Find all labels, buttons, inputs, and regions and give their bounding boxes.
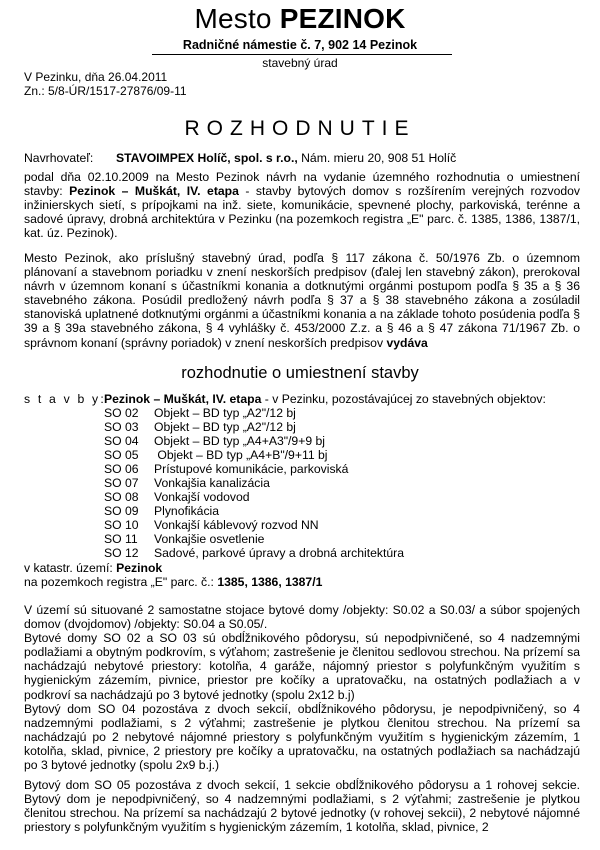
object-code: SO 09 — [104, 504, 139, 519]
object-code: SO 10 — [104, 518, 139, 533]
cadastre-line — [24, 561, 322, 575]
object-name: Objekt – BD typ „A4+A3"/9+9 bj — [154, 434, 325, 449]
document-title: ROZHODNUTIE — [184, 117, 416, 140]
object-code: SO 02 — [104, 406, 139, 420]
applicant-address: Nám. mieru 20, 908 51 Holíč — [301, 151, 457, 165]
object-code: SO 04 — [104, 434, 139, 449]
stavby-heading — [104, 392, 584, 406]
list-item — [104, 406, 404, 420]
project-name: Pezinok – Muškát, IV. etapa — [69, 184, 239, 199]
applicant-label: Navrhovateľ: — [24, 151, 94, 165]
cadastre-value: Pezinok — [116, 561, 163, 575]
list-item — [104, 504, 404, 518]
cadastre-block — [24, 561, 322, 589]
object-name: Objekt – BD typ „A2"/12 bj — [154, 420, 296, 435]
object-code: SO 06 — [104, 462, 139, 477]
objects-list — [104, 406, 404, 561]
cadastre-label: v katastr. území: — [24, 561, 113, 575]
object-name: Sadové, parkové úpravy a drobná architektúra — [154, 546, 404, 561]
authority-paragraph — [24, 251, 580, 350]
place-date: V Pezinku, dňa 26.04.2011 — [24, 70, 168, 84]
proposal-paragraph — [24, 170, 580, 240]
object-name: Objekt – BD typ „A2"/12 bj — [154, 406, 296, 420]
list-item — [104, 476, 404, 490]
issues-word: vydáva — [386, 335, 428, 350]
applicant-line — [24, 151, 580, 165]
stavby-name: Pezinok – Muškát, IV. etapa — [104, 392, 262, 406]
applicant-name: STAVOIMPEX Holíč, spol. s r.o., — [116, 151, 298, 165]
object-name: Plynofikácia — [154, 504, 220, 519]
object-name: Vonkajšia kanalizácia — [154, 476, 270, 491]
object-code: SO 12 — [104, 546, 139, 561]
office-name: stavebný úrad — [262, 56, 338, 70]
stavby-label: s t a v b y: — [24, 392, 106, 406]
stavby-suffix: - v Pezinku, pozostávajúcej zo stavebných objektov: — [264, 392, 546, 406]
list-item — [104, 490, 404, 504]
letterhead-address: Radničné námestie č. 7, 902 14 Pezinok — [182, 38, 418, 52]
parcels-label: na pozemkoch registra „E" parc. č.: — [24, 575, 214, 590]
description-paragraph: V území sú situované 2 samostatne stojace bytové domy /objekty: S0.02 a S0.03/ a súbor spojených domov (dvojdomov) /objekty: S0.04 a S0.05/. — [24, 603, 580, 632]
object-code: SO 08 — [104, 490, 139, 505]
letterhead-title — [0, 2, 600, 36]
list-item — [104, 448, 404, 462]
proposal-text-end: - stavby bytových domov s rozšírením verejných rozvodov inžinierskych sietí, s prípojkami na inž. siete, komunikácie, spevnené plochy, parkoviská, terénne a sadové úpravy, drobná architektúra v Pezinku (na pozemkoch registra „E" parc. č. 1385, 1386, 1387/1, kat. úz. Pezinok). — [24, 184, 581, 241]
description-paragraph-so05: Bytový dom SO 05 pozostáva z dvoch sekcií, 1 sekcie obdĺžnikového pôdorysu a 1 rohovej sekcie. Bytový dom je nepodpivničený, so 4 nadzemnými podlažiami, s 2 výťahmi; zastrešenie je plytkou členitou strechou. Na prízemí sa nachádzajú 2 bytové jednotky (v rohovej sekcii), 2 nebytové nájomné priestory s polyfunkčným využitím s hygienickým zázemím, 1 kotolňa, sklad, pivnice, 2 — [24, 778, 580, 835]
object-code: SO 11 — [104, 532, 138, 547]
list-item — [104, 420, 404, 434]
letterhead-divider — [152, 54, 452, 55]
object-name: Vonkajší vodovod — [154, 490, 250, 505]
parcels-line — [24, 575, 322, 589]
description-block — [24, 603, 580, 772]
parcels-value: 1385, 1386, 1387/1 — [217, 575, 323, 590]
reference-number: Zn.: 5/8-ÚR/1517-27876/09-11 — [24, 84, 187, 98]
city-prefix: Mesto — [194, 3, 272, 34]
object-name: Objekt – BD typ „A4+B"/9+11 bj — [154, 448, 328, 463]
description-paragraph: Bytové domy SO 02 a SO 03 sú obdĺžnikového pôdorysu, sú nepodpivničené, so 4 nadzemnými podlažiami a obytným podkrovím, s výťahom; zastrešenie je členitou sedlovou strechou. Na prízemí sa nachádzajú nebytové priestory: kotolňa, 4 garáže, nájomný priestor s polyfunkčným využitím s hygienickým zázemím, pivnice, priestor pre kočíky a upratovačku, na ostatných podlažiach a v podkroví sa nachádzajú po 3 bytové jednotky (spolu 2x12 b.j) — [24, 631, 580, 702]
list-item — [104, 518, 404, 532]
object-code: SO 03 — [104, 420, 139, 435]
section-title: rozhodnutie o umiestnení stavby — [181, 364, 419, 382]
object-name: Vonkajšie osvetlenie — [154, 532, 265, 547]
document-meta — [24, 70, 187, 98]
authority-text: Mesto Pezinok, ako príslušný stavebný úrad, podľa § 117 zákona č. 50/1976 Zb. o územnom plánovaní a stavebnom poriadku v znení neskorších predpisov (ďalej len stavebný zákon), prerokoval návrh v územnom konaní s účastníkmi konania a dotknutými orgánmi postupom podľa § 35 a § 36 stavebného zákona. Posúdil predložený návrh podľa § 37 a § 38 stavebného zákona a zosúladil stanoviská uplatnené dotknutými orgánmi a účastníkmi konania a na základe tohoto posúdenia podľa § 39 a § 39a stavebného zákona, § 4 vyhlášky č. 453/2000 Z.z. a § 46 a § 47 zákona 71/1967 Zb. o správnom konaní (správny poriadok) v znení neskorších predpisov — [24, 251, 580, 350]
list-item — [104, 546, 404, 560]
proposal-text-start: podal dňa 02.10.2009 na Mesto Pezinok návrh na vydanie územného rozhodnutia o umiestnení stavby: — [24, 170, 580, 199]
list-item — [104, 462, 404, 476]
object-code: SO 05 — [104, 448, 139, 463]
list-item — [104, 434, 404, 448]
object-code: SO 07 — [104, 476, 139, 491]
object-name: Vonkajší káblevový rozvod NN — [154, 518, 319, 533]
list-item — [104, 532, 404, 546]
city-name: PEZINOK — [279, 3, 406, 34]
description-paragraph: Bytový dom SO 04 pozostáva z dvoch sekcií, obdĺžnikového pôdorysu, je nepodpivničený, so 4 nadzemnými podlažiami, s 2 výťahmi; zastrešenie je plytkou členitou strechou. Na prízemí sa nachádzajú po 2 nebytové nájomné priestory s polyfunkčným využitím s hygienickým zázemím, 1 kotolňa, sklad, pivnice, 2 priestory pre kočíky a upratovačku, na ostatných podlažiach sa nachádzajú po 3 bytové jednotky (spolu 2x9 b.j.) — [24, 701, 580, 773]
object-name: Prístupové komunikácie, parkoviská — [154, 462, 349, 477]
